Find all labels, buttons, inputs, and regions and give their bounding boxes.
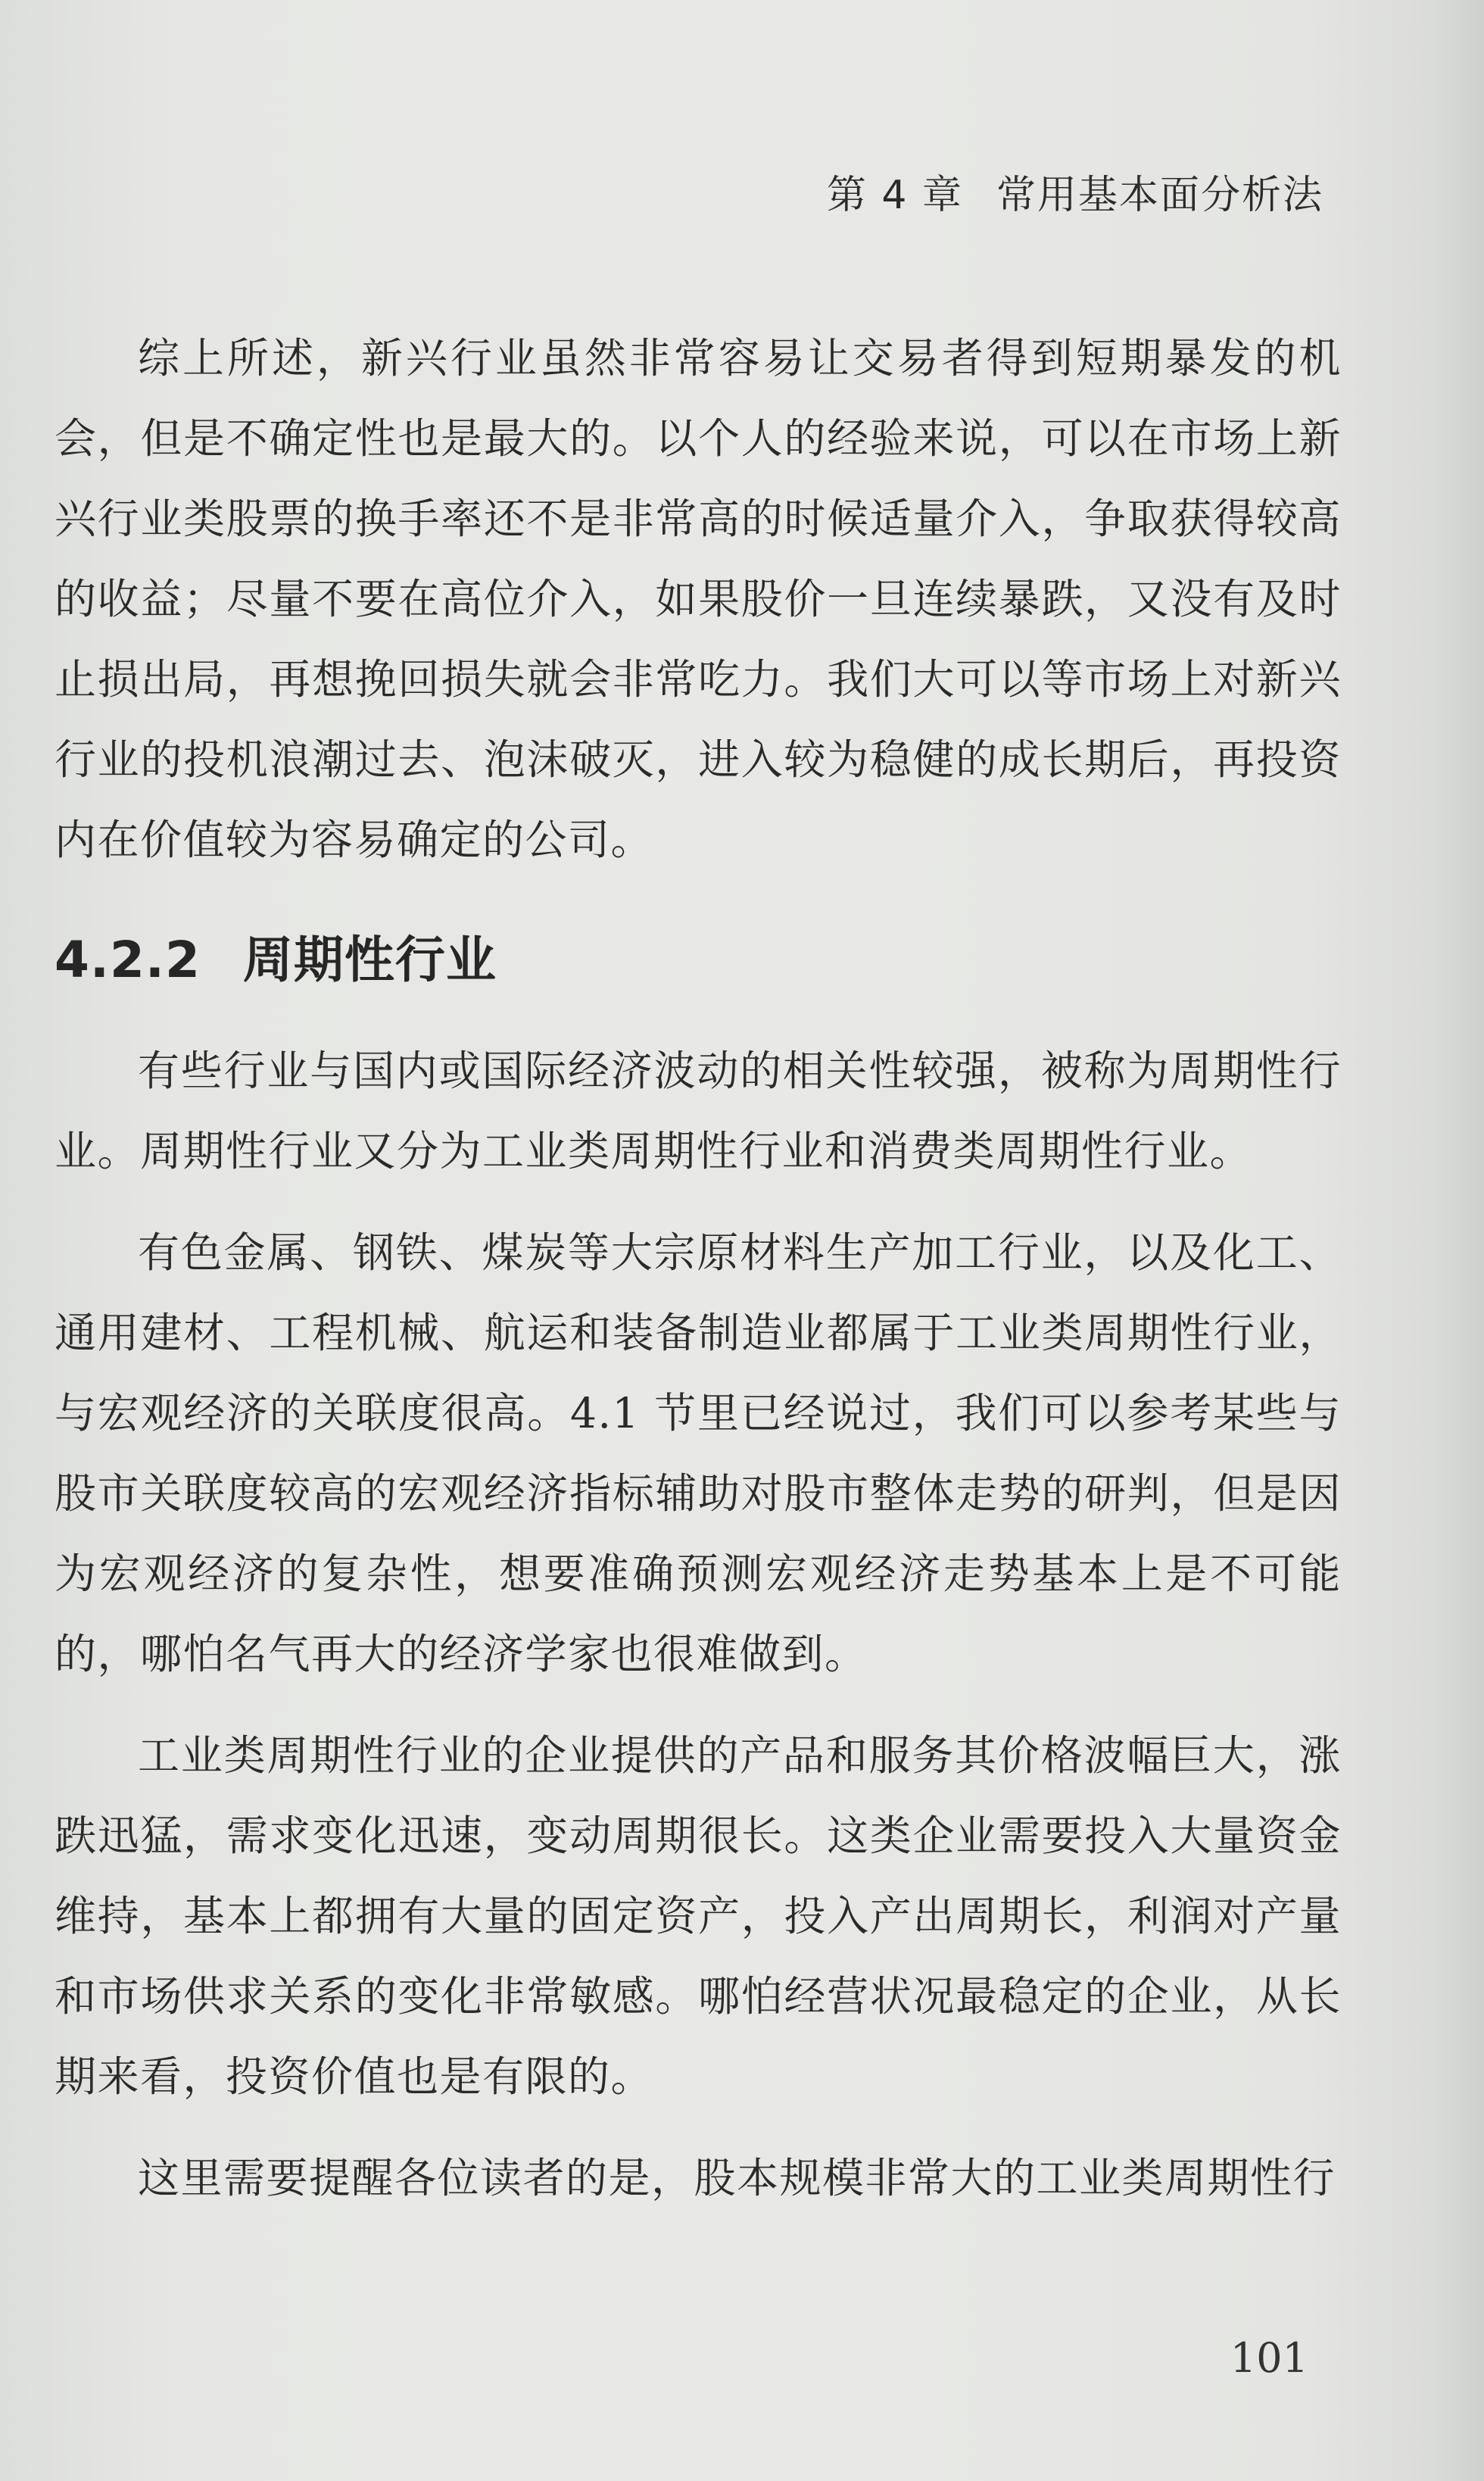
paragraph: 有色金属、钢铁、煤炭等大宗原材料生产加工行业，以及化工、通用建材、工程机械、航运和装备制造业都属于工业类周期性行业，与宏观经济的关联度很高。4.1 节里已经说过，我们可以参考某些与股市关联度较高的宏观经济指标辅助对股市整体走势的研判，但是因为宏观经济的复杂性，想要准确预测宏观经济走势基本上是不可能的，哪怕名气再大的经济学家也很难做到。	[55, 1228, 1342, 1678]
chapter-label: 第 4 章	[826, 173, 963, 218]
paragraph: 有些行业与国内或国际经济波动的相关性较强，被称为周期性行业。周期性行业又分为工业类周期性行业和消费类周期性行业。	[55, 1047, 1342, 1175]
paragraph: 工业类周期性行业的企业提供的产品和服务其价格波幅巨大，涨跌迅猛，需求变化迅速，变动周期很长。这类企业需要投入大量资金维持，基本上都拥有大量的固定资产，投入产出周期长，利润对产量和市场供求关系的变化非常敏感。哪怕经营状况最稳定的企业，从长期来看，投资价值也是有限的。	[55, 1731, 1342, 2101]
running-header	[827, 163, 1323, 220]
section-title: 周期性行业	[242, 931, 497, 989]
chapter-title: 常用基本面分析法	[996, 173, 1323, 218]
paragraph: 这里需要提醒各位读者的是，股本规模非常大的工业类周期性行	[138, 2154, 1336, 2202]
section-number: 4.2.2	[55, 931, 201, 989]
page-number: 101	[1230, 2334, 1308, 2382]
section-heading	[55, 919, 1342, 991]
paragraph: 综上所述，新兴行业虽然非常容易让交易者得到短期暴发的机会，但是不确定性也是最大的。以个人的经验来说，可以在市场上新兴行业类股票的换手率还不是非常高的时候适量介入，争取获得较高的收益；尽量不要在高位介入，如果股价一旦连续暴跌，又没有及时止损出局，再想挽回损失就会非常吃力。我们大可以等市场上对新兴行业的投机浪潮过去、泡沫破灭，进入较为稳健的成长期后，再投资内在价值较为容易确定的公司。	[55, 334, 1342, 864]
page-body	[55, 318, 1342, 2239]
